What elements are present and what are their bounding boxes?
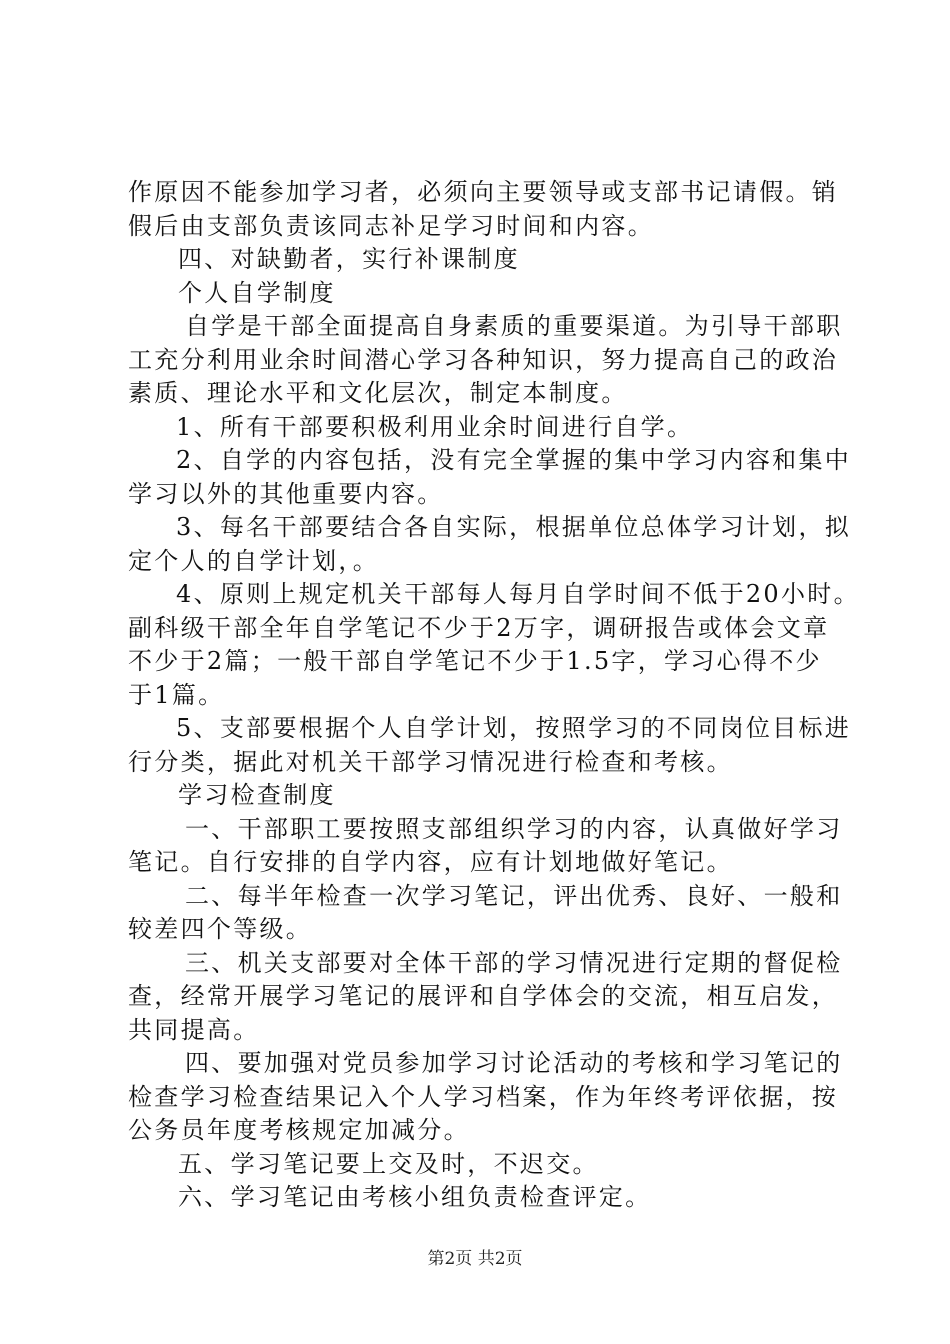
text-line: 2、自学的内容包括，没有完全掌握的集中学习内容和集中: [176, 446, 852, 474]
text-line: 不少于2篇；一般干部自学笔记不少于1.5字，学习心得不少: [128, 647, 822, 675]
text-line: 行分类，据此对机关干部学习情况进行检查和考核。: [128, 747, 733, 776]
text-line: 工充分利用业余时间潜心学习各种知识，努力提高自己的政治: [128, 345, 839, 374]
text-line: 检查学习检查结果记入个人学习档案，作为年终考评依据，按: [128, 1082, 839, 1111]
page-number-footer: 第2页 共2页: [427, 1249, 523, 1269]
text-line: 六、学习笔记由考核小组负责检查评定。: [178, 1183, 652, 1211]
text-line: 定个人的自学计划，。: [128, 546, 379, 575]
text-line: 5、支部要根据个人自学计划，按照学习的不同岗位目标进: [176, 714, 852, 742]
text-line: 四、对缺勤者，实行补课制度: [178, 245, 520, 273]
text-line: 1、所有干部要积极利用业余时间进行自学。: [176, 412, 694, 441]
text-line: 自学是干部全面提高自身素质的重要渠道。为引导干部职: [185, 312, 843, 340]
text-line: 4、原则上规定机关干部每人每月自学时间不低于20小时。: [176, 580, 860, 608]
text-line: 三、机关支部要对全体干部的学习情况进行定期的督促检: [185, 948, 843, 977]
text-line: 五、学习笔记要上交及时，不迟交。: [178, 1149, 599, 1178]
text-line: 二、每半年检查一次学习笔记，评出优秀、良好、一般和: [185, 881, 843, 910]
text-line: 学习以外的其他重要内容。: [128, 479, 444, 508]
text-line: 副科级干部全年自学笔记不少于2万字，调研报告或体会文章: [128, 613, 830, 642]
text-line: 3、每名干部要结合各自实际，根据单位总体学习计划，拟: [176, 513, 852, 541]
text-line: 一、干部职工要按照支部组织学习的内容，认真做好学习: [185, 814, 843, 843]
text-line: 作原因不能参加学习者，必须向主要领导或支部书记请假。销: [128, 178, 839, 206]
text-line: 查，经常开展学习笔记的展评和自学体会的交流，相互启发，: [128, 982, 839, 1010]
text-line: 共同提高。: [128, 1015, 260, 1044]
section-heading: 学习检查制度: [178, 781, 336, 809]
text-line: 四、要加强对党员参加学习讨论活动的考核和学习笔记的: [185, 1049, 843, 1077]
document-body: [128, 176, 860, 1215]
text-line: 素质、理论水平和文化层次，制定本制度。: [128, 379, 628, 407]
section-heading: 个人自学制度: [178, 278, 336, 307]
text-line: 公务员年度考核规定加减分。: [128, 1116, 470, 1144]
text-line: 笔记。自行安排的自学内容，应有计划地做好笔记。: [128, 848, 733, 876]
text-line: 较差四个等级。: [128, 915, 313, 943]
text-line: 假后由支部负责该同志补足学习时间和内容。: [128, 211, 654, 240]
text-line: 于1篇。: [128, 680, 225, 709]
